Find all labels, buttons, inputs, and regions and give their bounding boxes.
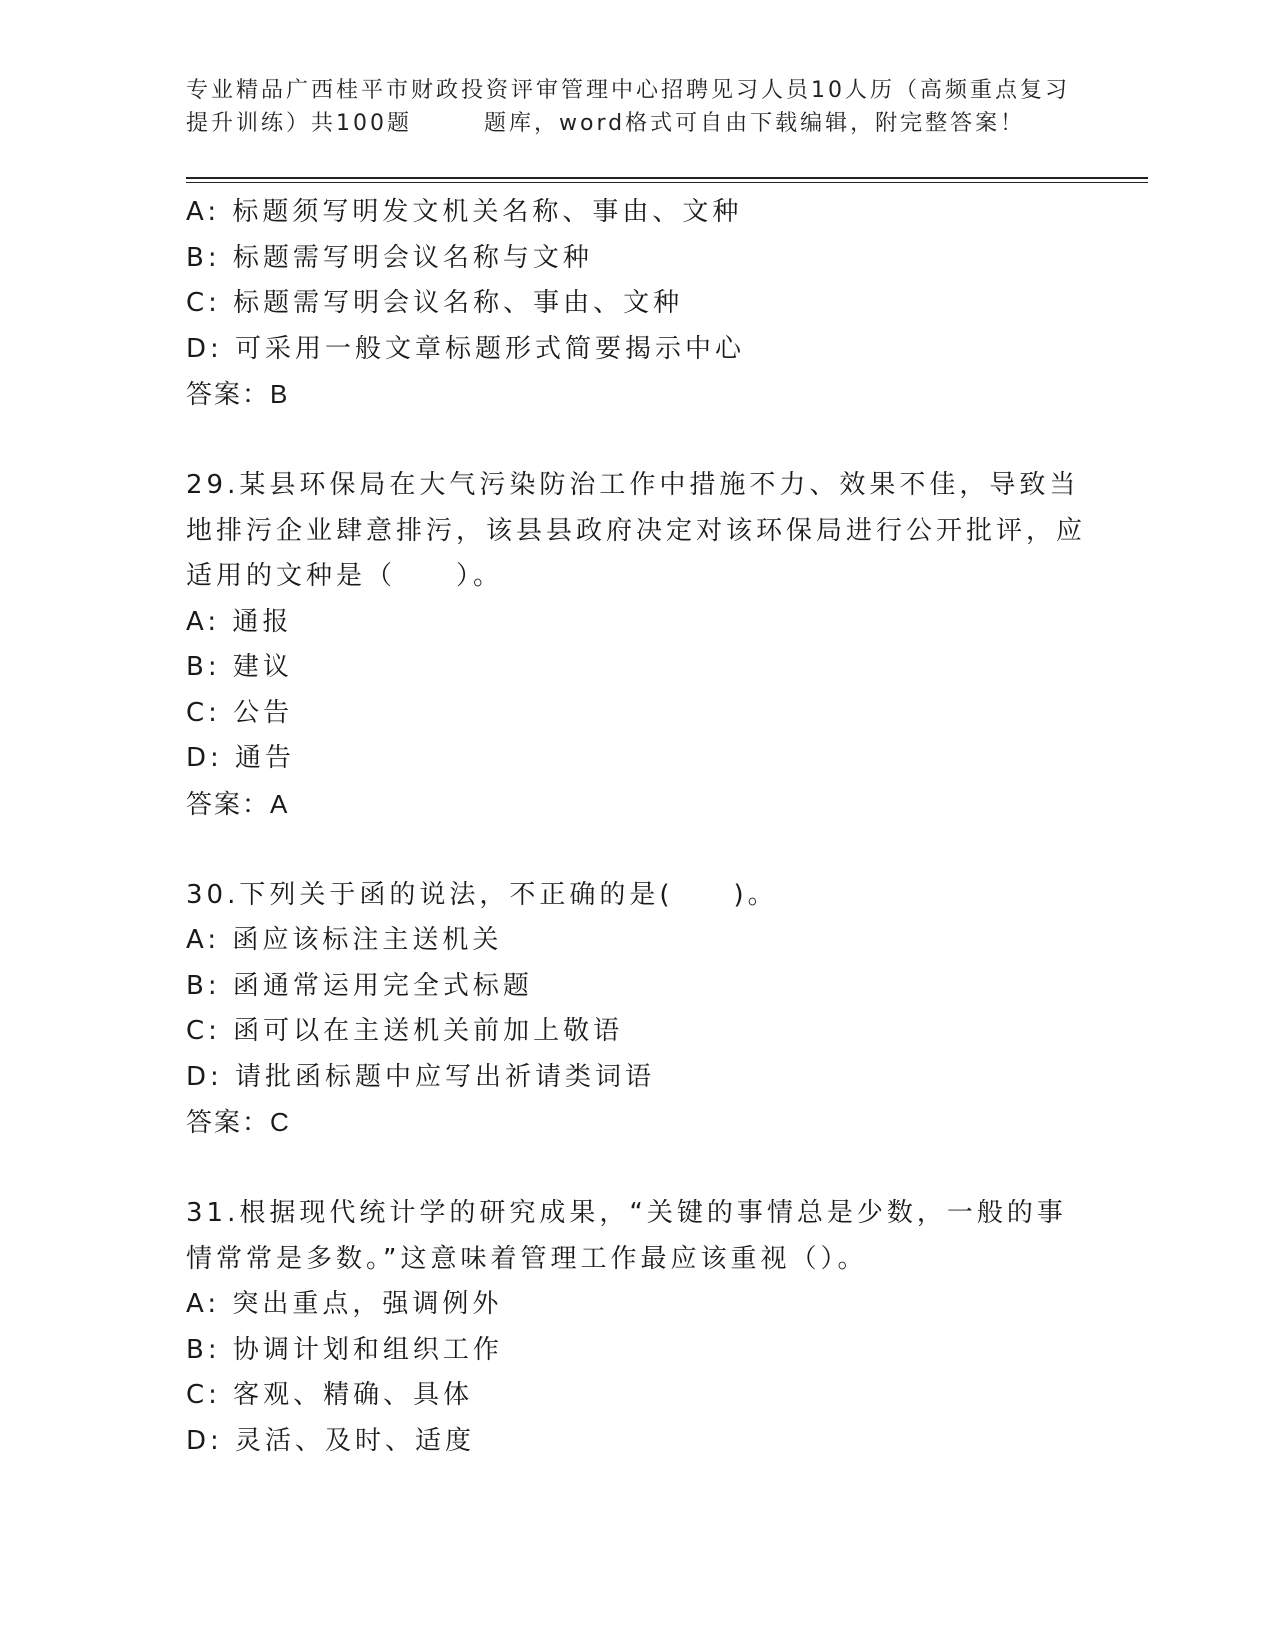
option-a: A: 通报 (186, 606, 293, 637)
header-line-2-part-1: 提升训练）共100题 (186, 111, 412, 136)
question-list (186, 190, 1086, 1464)
option-c: C: 标题需写明会议名称、事由、文种 (186, 288, 684, 318)
option-c: C: 函可以在主送机关前加上敬语 (186, 1016, 624, 1046)
question-block-30 (186, 873, 1086, 1146)
answer-line: 答案：C (186, 1107, 291, 1137)
question-block-29 (186, 463, 1086, 827)
option-d: D: 请批函标题中应写出祈请类词语 (186, 1061, 656, 1092)
option-a: A: 突出重点，强调例外 (186, 1289, 503, 1319)
option-b: B: 函通常运用完全式标题 (186, 970, 533, 1001)
option-c: C: 公告 (186, 697, 294, 728)
option-a: A: 标题须写明发文机关名称、事由、文种 (186, 197, 743, 227)
option-c: C: 客观、精确、具体 (186, 1380, 474, 1410)
header-line-1: 专业精品广西桂平市财政投资评审管理中心招聘见习人员10人历（高频重点复习 (186, 78, 1070, 103)
header-divider-thin (186, 182, 1148, 183)
page-header (186, 74, 1086, 140)
header-divider-thick (186, 177, 1148, 179)
header-line-2-part-2: 题库，word格式可自由下载编辑，附完整答案！ (484, 111, 1026, 136)
answer-line: 答案：B (186, 379, 290, 409)
option-d: D: 通告 (186, 743, 296, 773)
question-stem: 29.某县环保局在大气污染防治工作中措施不力、效果不佳，导致当地排污企业肆意排污，该县县政府决定对该环保局进行公开批评，应适用的文种是（ ）。 (186, 470, 1087, 591)
option-b: B: 标题需写明会议名称与文种 (186, 242, 593, 273)
header-line-2 (186, 107, 1086, 140)
question-stem: 30.下列关于函的说法，不正确的是( )。 (186, 879, 778, 910)
option-b: B: 协调计划和组织工作 (186, 1334, 503, 1365)
option-b: B: 建议 (186, 652, 293, 682)
option-d: D: 灵活、及时、适度 (186, 1425, 476, 1456)
option-a: A: 函应该标注主送机关 (186, 925, 503, 955)
option-d: D: 可采用一般文章标题形式简要揭示中心 (186, 333, 746, 364)
question-block-31 (186, 1191, 1086, 1464)
answer-line: 答案：A (186, 788, 290, 819)
question-stem: 31.根据现代统计学的研究成果，“关键的事情总是少数，一般的事情常常是多数。”这意味着管理工作最应该重视（）。 (186, 1198, 1067, 1274)
question-block-28 (186, 190, 1086, 418)
